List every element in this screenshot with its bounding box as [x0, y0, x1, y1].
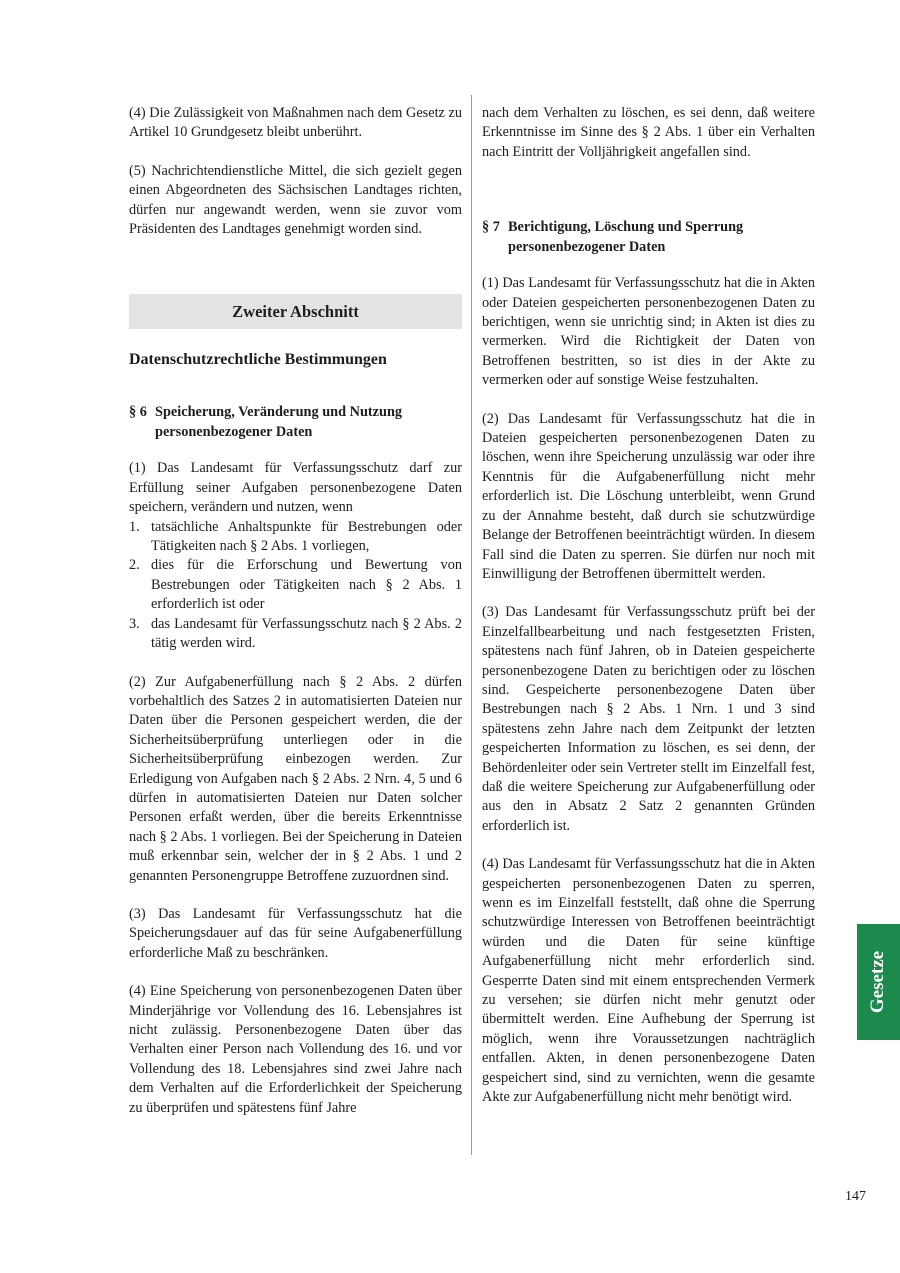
section-subtitle: Datenschutzrechtliche Bestimmungen — [129, 351, 387, 369]
section-7-paragraph-2: (2) Das Landesamt für Verfassungsschutz hat die in Dateien gespeicherten personenbezogenen Daten zu löschen, wenn ihre Speicherung unzulässig war oder ihre Kenntnis für die Aufgabenerfüllung nicht mehr erforderlich ist. Die Löschung unterbleibt, wenn Grund zu der Annahme besteht, daß durch sie schutzwürdige Belange der Betroffenen beeinträchtigt würden. In diesem Fall sind die Daten zu sperren. Sie dürfen nur noch mit Einwilligung der Betroffenen übermittelt werden. — [482, 410, 815, 582]
list-item-number: 2. — [129, 557, 140, 574]
section-6-paragraph-2: (2) Zur Aufgabenerfüllung nach § 2 Abs. 2 dürfen vorbehaltlich des Satzes 2 in automatisierten Dateien nur Daten über die Personen gespeichert werden, die der Sicherheitsüberprüfung unterliegen oder in die Sicherheitsüberprüfung einbezogen werden. Zur Erledigung von Aufgaben nach § 2 Abs. 2 Nrn. 4, 5 und 6 dürfen in automatisierten Dateien nur Daten solcher Personen erfaßt werden, über die bereits Erkenntnisse nach § 2 Abs. 1 vorliegen. Bei der Speicherung in Dateien muß erkennbar sein, welcher der in § 2 Abs. 1 und 2 genannten Personengruppe Betroffene zuzuordnen sind. — [129, 673, 462, 884]
section-7-paragraph-4: (4) Das Landesamt für Verfassungsschutz hat die in Akten gespeicherten personenbezogenen Daten zu sperren, wenn es im Einzelfall feststellt, daß ohne die Sperrung schutzwürdige Interessen von Betroffenen beeinträchtigt würden und die Daten für seine künftige Aufgabenerfüllung nicht mehr erforderlich sind. Gesperrte Daten sind mit einem entsprechenden Vermerk zu versehen; sie dürfen nicht mehr genutzt oder übermittelt werden. Eine Aufhebung der Sperrung ist möglich, wenn ihre Voraussetzungen nachträglich entfallen. Akten, in denen personenbezogene Daten gespeichert sind, sind zu vernichten, wenn die gesamte Akte zur Aufgabenerfüllung nicht mehr benötigt wird. — [482, 856, 815, 1106]
list-item-text: das Landesamt für Verfassungsschutz nach § 2 Abs. 2 tätig werden wird. — [151, 615, 462, 652]
paragraph-4-previous: (4) Die Zulässigkeit von Maßnahmen nach dem Gesetz zu Artikel 10 Grundgesetz bleibt unberührt. — [129, 105, 462, 141]
section-7-number: § 7 — [482, 219, 500, 236]
section-6-paragraph-1: (1) Das Landesamt für Verfassungsschutz darf zur Erfüllung seiner Aufgaben personenbezogene Daten speichern, verändern und nutzen, wenn — [129, 460, 462, 516]
paragraph-5-previous: (5) Nachrichtendienstliche Mittel, die sich gezielt gegen einen Abgeordneten des Sächsischen Landtages richten, dürfen nur angewandt werden, wenn sie zuvor vom Präsidenten des Landtages genehmigt worden sind. — [129, 162, 462, 238]
section-6-heading — [129, 402, 462, 442]
left-column — [129, 104, 462, 1118]
gesetze-side-tab[interactable] — [857, 924, 900, 1040]
page-number: 147 — [845, 1189, 866, 1204]
list-item-text: tatsächliche Anhaltspunkte für Bestrebungen oder Tätigkeiten nach § 2 Abs. 1 vorliegen, — [151, 518, 462, 555]
section-6-title: Speicherung, Veränderung und Nutzung personenbezogener Daten — [155, 404, 403, 441]
section-6-list — [129, 518, 462, 654]
list-item — [129, 615, 462, 654]
section-6-paragraph-4-continued: nach dem Verhalten zu löschen, es sei denn, daß weitere Erkenntnisse im Sinne des § 2 Abs. 1 über ein Verhalten nach Eintritt der Volljährigkeit angefallen sind. — [482, 105, 815, 160]
section-title: Zweiter Abschnitt — [232, 301, 359, 321]
section-7-heading — [482, 217, 815, 257]
section-6-paragraph-4: (4) Eine Speicherung von personenbezogenen Daten über Minderjährige vor Vollendung des 16. Lebensjahres ist nicht zulässig. Personenbezogene Daten über das Verhalten einer Person nach Vollendung des 16. und vor Vollendung des 18. Lebensjahres sind zwei Jahre nach dem Verhalten auf die Erforderlichkeit der Speicherung zu überprüfen und spätestens fünf Jahre — [129, 983, 462, 1116]
right-column — [482, 104, 815, 1107]
side-tab-label: Gesetze — [867, 950, 889, 1014]
section-6-number: § 6 — [129, 404, 147, 421]
list-item — [129, 556, 462, 614]
section-7-paragraph-1: (1) Das Landesamt für Verfassungsschutz hat die in Akten oder Dateien gespeicherten personenbezogenen Daten zu berichtigen, wenn sie unrichtig sind; in Akten ist dies zu vermerken. Wird die Richtigkeit der Daten von Betroffenen bestritten, so ist dies in der Akte zu vermerken oder auf sonstige Weise festzuhalten. — [482, 275, 815, 389]
list-item-number: 1. — [129, 518, 140, 535]
section-6-paragraph-3: (3) Das Landesamt für Verfassungsschutz hat die Speicherungsdauer auf das für seine Aufgabenerfüllung erforderliche Maß zu beschränken. — [129, 905, 462, 961]
list-item-text: dies für die Erforschung und Bewertung von Bestrebungen oder Tätigkeiten nach § 2 Abs. 1 erforderlich ist oder — [151, 557, 462, 613]
list-item — [129, 518, 462, 557]
section-heading-box — [129, 294, 462, 329]
list-item-number: 3. — [129, 615, 140, 632]
section-7-paragraph-3: (3) Das Landesamt für Verfassungsschutz prüft bei der Einzelfallbearbeitung und nach festgesetzten Fristen, spätestens nach fünf Jahren, ob in Dateien gespeicherte personenbezogene Daten zu berichtigen oder zu löschen sind. Gespeicherte personenbezogene Daten über Bestrebungen nach § 2 Abs. 1 Nrn. 1 und 3 sind spätestens zehn Jahre nach dem Zeitpunkt der letzten gespeicherten Information zu löschen, es sei denn, der Behördenleiter oder sein Vertreter stellt im Einzelfall fest, daß die weitere Speicherung zur Aufgabenerfüllung oder aus den in Absatz 2 Satz 2 genannten Gründen erforderlich ist. — [482, 604, 815, 834]
section-7-title: Berichtigung, Löschung und Sperrung personenbezogener Daten — [508, 219, 744, 256]
column-divider — [471, 95, 472, 1155]
